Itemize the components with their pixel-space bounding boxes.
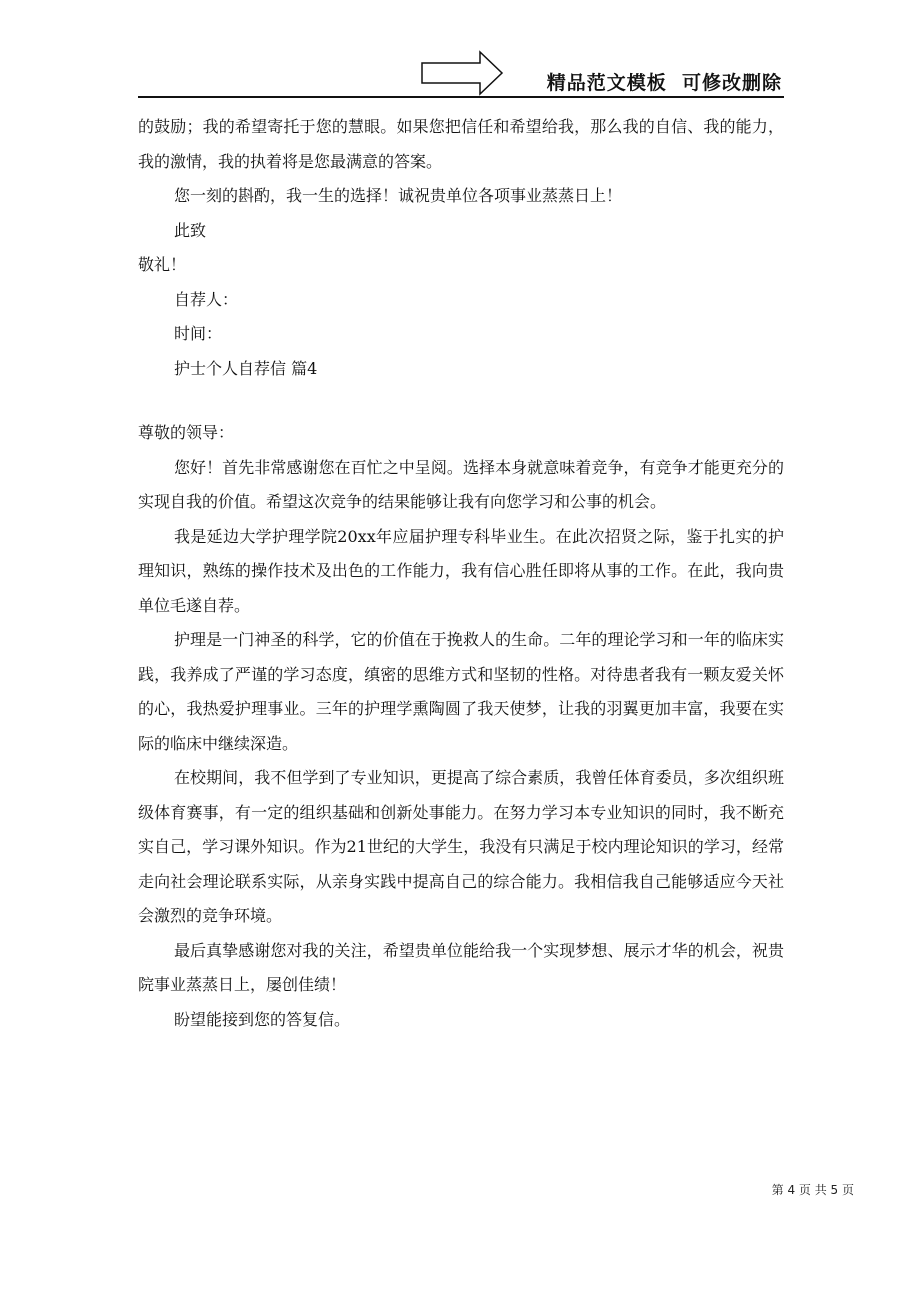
section-title: 护士个人自荐信 篇4 [174, 358, 318, 378]
paragraph: 盼望能接到您的答复信。 [174, 1009, 351, 1029]
paragraph: 在校期间，我不但学到了专业知识，更提高了综合素质，我曾任体育委员，多次组织班级体育赛事，有一定的组织基础和创新处事能力。在努力学习本专业知识的同时，我不断充实自己，学习课外知识。作为21世纪的大学生，我没有只满足于校内理论知识的学习，经常走向社会理论联系实际，从亲身实践中提高自己的综合能力。我相信我自己能够适应今天社会激烈的竞争环境。 [138, 768, 784, 925]
page-header [138, 50, 784, 98]
right-arrow-outline-icon [420, 50, 504, 96]
page-number: 第 4 页 共 5 页 [771, 1183, 854, 1197]
signature-line: 自荐人： [174, 289, 239, 309]
greeting: 尊敬的领导： [138, 423, 235, 442]
paragraph: 我是延边大学护理学院20xx年应届护理专科毕业生。在此次招贤之际，鉴于扎实的护理知识，熟练的操作技术及出色的工作能力，我有信心胜任即将从事的工作。在此，我向贵单位毛遂自荐。 [138, 526, 784, 615]
paragraph: 您一刻的斟酌，我一生的选择！诚祝贵单位各项事业蒸蒸日上！ [174, 186, 623, 205]
header-divider [138, 96, 784, 98]
spacer [138, 386, 784, 416]
paragraph: 护理是一门神圣的科学，它的价值在于挽救人的生命。二年的理论学习和一年的临床实践，我养成了严谨的学习态度，缜密的思维方式和坚韧的性格。对待患者我有一颗友爱关怀的心，我热爱护理事业。三年的护理学熏陶圆了我天使梦，让我的羽翼更加丰富，我要在实际的临床中继续深造。 [138, 630, 784, 753]
document-body [138, 110, 784, 1037]
header-title: 精品范文模板 可修改删除 [546, 72, 782, 94]
paragraph: 的鼓励；我的希望寄托于您的慧眼。如果您把信任和希望给我，那么我的自信、我的能力，我的激情，我的执着将是您最满意的答案。 [138, 117, 784, 171]
closing-regards: 敬礼！ [138, 255, 187, 274]
closing-salutation: 此致 [174, 220, 207, 240]
paragraph: 您好！首先非常感谢您在百忙之中呈阅。选择本身就意味着竞争，有竞争才能更充分的实现自我的价值。希望这次竞争的结果能够让我有向您学习和公事的机会。 [138, 457, 784, 511]
date-line: 时间： [174, 324, 223, 343]
paragraph: 最后真挚感谢您对我的关注，希望贵单位能给我一个实现梦想、展示才华的机会，祝贵院事业蒸蒸日上，屡创佳绩！ [138, 940, 784, 994]
